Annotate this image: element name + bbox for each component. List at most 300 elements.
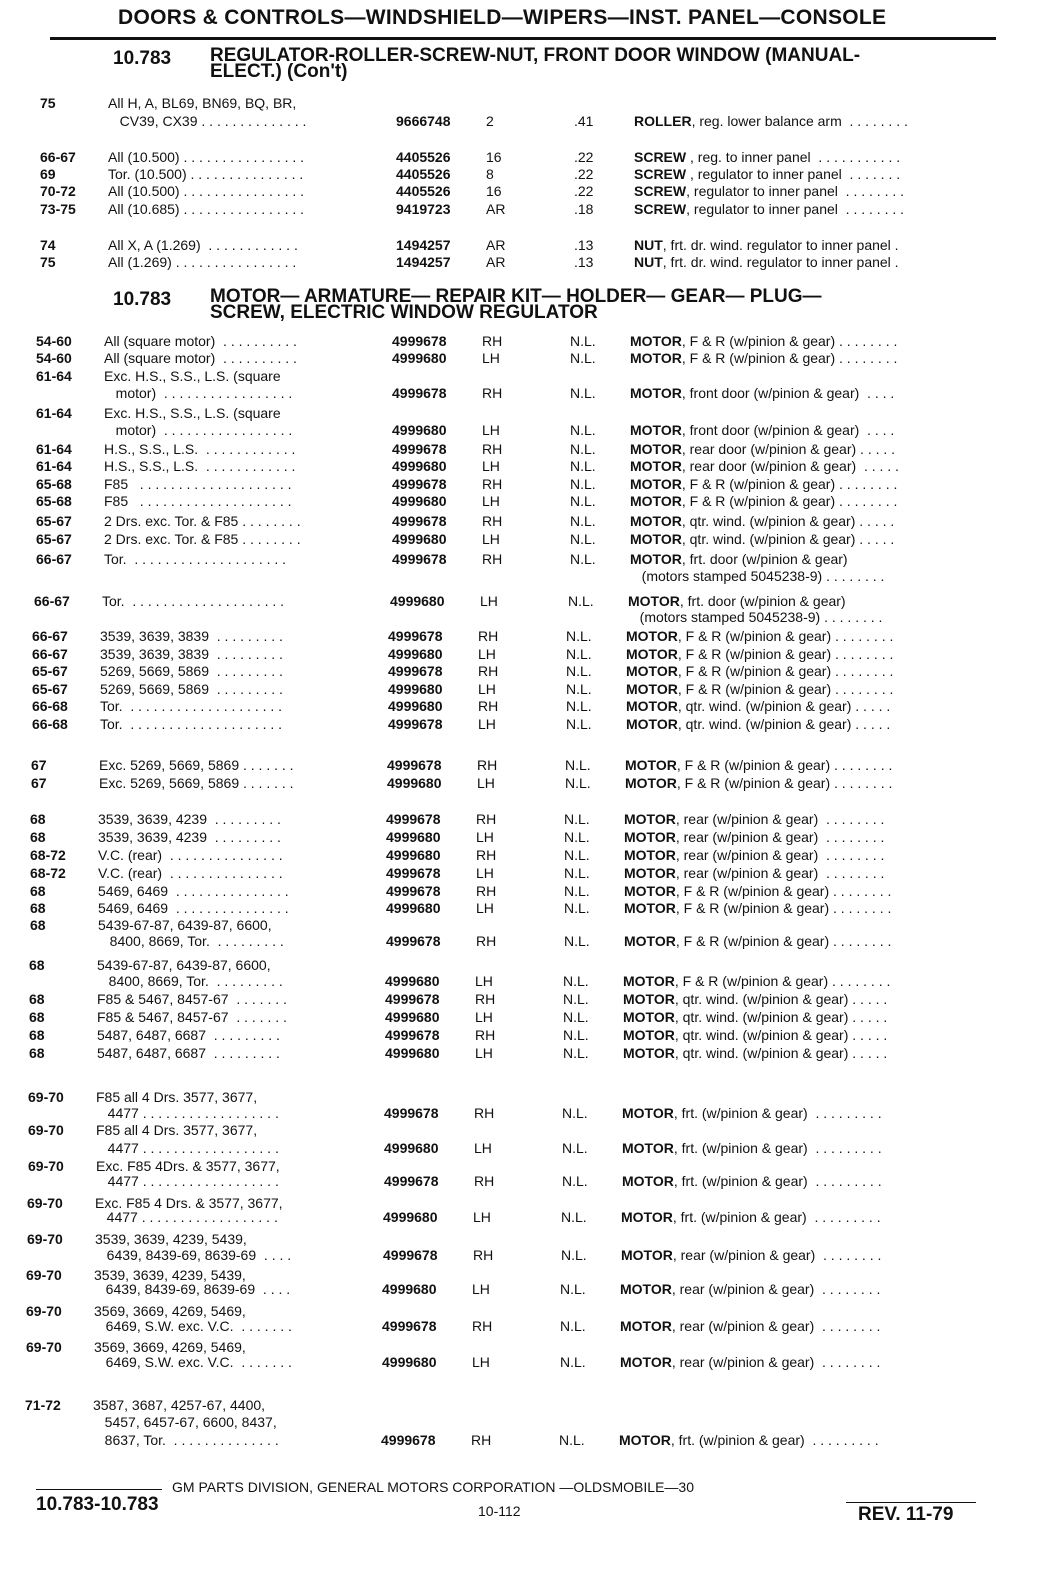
- quantity: RH: [476, 811, 497, 827]
- model-year: 66-67: [40, 149, 76, 165]
- item-name: MOTOR: [630, 333, 682, 349]
- quantity: RH: [478, 628, 499, 644]
- quantity: LH: [476, 829, 494, 845]
- price: N.L.: [564, 883, 590, 899]
- application: F85 all 4 Drs. 3577, 3677,: [96, 1089, 258, 1105]
- model-year: 67: [31, 775, 47, 791]
- part-number: 4999678: [392, 441, 447, 457]
- application: 6469, S.W. exc. V.C. . . . . . . .: [94, 1354, 292, 1370]
- quantity: RH: [476, 847, 497, 863]
- description: [634, 237, 994, 254]
- part-number: 4999680: [385, 973, 440, 989]
- application: All (10.500) . . . . . . . . . . . . . . . .: [108, 183, 305, 199]
- description: [623, 973, 983, 990]
- model-year: 75: [40, 254, 56, 270]
- price: N.L.: [562, 1140, 588, 1156]
- part-number: 4999680: [387, 775, 442, 791]
- application: Tor. . . . . . . . . . . . . . . . . . . . .: [104, 551, 287, 567]
- description: [623, 1045, 983, 1062]
- item-name: MOTOR: [624, 933, 676, 949]
- application: 3539, 3639, 3839 . . . . . . . . .: [100, 628, 283, 644]
- model-year: 73-75: [40, 201, 76, 217]
- part-number: 4999680: [385, 1009, 440, 1025]
- description: [624, 900, 984, 917]
- description: [630, 385, 990, 402]
- model-year: 69-70: [27, 1231, 63, 1247]
- quantity: RH: [477, 757, 498, 773]
- description: [622, 1173, 982, 1190]
- price: N.L.: [564, 847, 590, 863]
- part-number: 4999680: [386, 900, 441, 916]
- description: [630, 551, 990, 568]
- application: 5439-67-87, 6439-87, 6600,: [98, 917, 272, 933]
- application: 3539, 3639, 4239 . . . . . . . . .: [98, 829, 281, 845]
- price: N.L.: [562, 1105, 588, 1121]
- part-number: 4999678: [392, 476, 447, 492]
- quantity: LH: [474, 1140, 492, 1156]
- item-detail: , qtr. wind. (w/pinion & gear) . . . . .: [677, 716, 891, 732]
- price: N.L.: [563, 1027, 589, 1043]
- item-detail: , frt. (w/pinion & gear) . . . . . . . . .: [673, 1173, 882, 1189]
- model-year: 69-70: [27, 1195, 63, 1211]
- model-year: 69-70: [26, 1267, 62, 1283]
- application: 2 Drs. exc. Tor. & F85 . . . . . . . .: [104, 513, 301, 529]
- price: N.L.: [570, 458, 596, 474]
- quantity: LH: [472, 1281, 490, 1297]
- application: 6439, 8439-69, 8639-69 . . . .: [95, 1247, 292, 1263]
- part-number: 4999680: [382, 1354, 437, 1370]
- part-number: 4999680: [392, 458, 447, 474]
- quantity: LH: [477, 775, 495, 791]
- application: All (10.685) . . . . . . . . . . . . . . . .: [108, 201, 305, 217]
- section-title: [210, 286, 1000, 323]
- part-number: 4999678: [388, 663, 443, 679]
- item-detail: , frt. (w/pinion & gear) . . . . . . . . .: [672, 1209, 881, 1225]
- description: [634, 149, 994, 166]
- part-number: 4999680: [388, 681, 443, 697]
- quantity: LH: [475, 1045, 493, 1061]
- item-detail: , F & R (w/pinion & gear) . . . . . . . .: [677, 663, 894, 679]
- application: 6469, S.W. exc. V.C. . . . . . . .: [94, 1318, 292, 1334]
- description: [634, 254, 994, 271]
- part-number: 4405526: [396, 149, 451, 165]
- model-year: 65-67: [32, 663, 68, 679]
- item-name: MOTOR: [624, 829, 676, 845]
- item-name: MOTOR: [630, 551, 682, 567]
- quantity: 16: [486, 183, 502, 199]
- quantity: RH: [482, 476, 503, 492]
- description: [623, 1009, 983, 1026]
- item-detail: , regulator to inner panel . . . . . . .: [686, 166, 901, 182]
- model-year: 65-67: [32, 681, 68, 697]
- quantity: LH: [476, 900, 494, 916]
- footer-page-number: 10-112: [478, 1503, 521, 1519]
- price: N.L.: [564, 829, 590, 845]
- quantity: RH: [476, 933, 497, 949]
- part-number: 4999678: [381, 1432, 436, 1448]
- application: 3569, 3669, 4269, 5469,: [94, 1339, 246, 1355]
- item-detail: , reg. lower balance arm . . . . . . . .: [691, 113, 908, 129]
- item-name: MOTOR: [623, 1027, 675, 1043]
- footer-group-range: 10.783-10.783: [36, 1494, 159, 1515]
- model-year: 68: [30, 829, 46, 845]
- item-name: MOTOR: [619, 1432, 671, 1448]
- item-detail: , frt. dr. wind. regulator to inner panel .: [662, 254, 899, 270]
- model-year: 66-67: [32, 628, 68, 644]
- description: [634, 113, 994, 130]
- item-detail: , front door (w/pinion & gear) . . . .: [681, 422, 895, 438]
- application: 4477 . . . . . . . . . . . . . . . . . .: [96, 1105, 279, 1121]
- footer-rule-right: [846, 1502, 976, 1503]
- part-number: 4999680: [392, 422, 447, 438]
- application: 3587, 3687, 4257-67, 4400,: [93, 1397, 266, 1413]
- description: [620, 1354, 980, 1371]
- application: 5269, 5669, 5869 . . . . . . . . .: [100, 663, 283, 679]
- application: All X, A (1.269) . . . . . . . . . . . .: [108, 237, 298, 253]
- item-detail: , frt. dr. wind. regulator to inner panel .: [662, 237, 899, 253]
- item-name: MOTOR: [630, 385, 682, 401]
- item-detail: , qtr. wind. (w/pinion & gear) . . . . .: [677, 698, 891, 714]
- item-name: MOTOR: [630, 422, 682, 438]
- quantity: LH: [482, 493, 500, 509]
- item-detail: , frt. door (w/pinion & gear): [681, 551, 848, 567]
- quantity: LH: [475, 1009, 493, 1025]
- item-name: MOTOR: [630, 476, 682, 492]
- application: 4477 . . . . . . . . . . . . . . . . . .: [96, 1140, 279, 1156]
- item-detail: , rear (w/pinion & gear) . . . . . . . .: [675, 865, 885, 881]
- model-year: 54-60: [36, 333, 72, 349]
- part-number: 9666748: [396, 113, 451, 129]
- model-year: 68: [29, 1045, 45, 1061]
- footer-revision: REV. 11-79: [858, 1504, 954, 1525]
- application: Exc. H.S., S.S., L.S. (square: [104, 368, 281, 384]
- item-name: MOTOR: [623, 991, 675, 1007]
- application: 8400, 8669, Tor. . . . . . . . . .: [98, 933, 284, 949]
- item-name: MOTOR: [630, 441, 682, 457]
- header-rule: [50, 37, 996, 40]
- application: Exc. 5269, 5669, 5869 . . . . . . .: [99, 775, 294, 791]
- part-number: 4999678: [386, 883, 441, 899]
- application: motor) . . . . . . . . . . . . . . . . .: [104, 385, 293, 401]
- item-name: MOTOR: [622, 1105, 674, 1121]
- model-year: 68: [30, 917, 46, 933]
- price: N.L.: [566, 681, 592, 697]
- item-detail: , qtr. wind. (w/pinion & gear) . . . . .: [674, 1045, 888, 1061]
- application: F85 all 4 Drs. 3577, 3677,: [96, 1122, 258, 1138]
- description: [621, 1209, 981, 1226]
- application: 2 Drs. exc. Tor. & F85 . . . . . . . .: [104, 531, 301, 547]
- item-detail: , F & R (w/pinion & gear) . . . . . . . .: [681, 476, 898, 492]
- quantity: AR: [486, 201, 506, 217]
- price: N.L.: [564, 865, 590, 881]
- application: 5457, 6457-67, 6600, 8437,: [93, 1414, 277, 1430]
- application: Exc. F85 4Drs. & 3577, 3677,: [96, 1158, 280, 1174]
- model-year: 66-67: [34, 593, 70, 609]
- quantity: RH: [474, 1105, 495, 1121]
- quantity: 2: [486, 113, 494, 129]
- application: F85 . . . . . . . . . . . . . . . . . . . .: [104, 493, 292, 509]
- quantity: AR: [486, 237, 506, 253]
- quantity: RH: [473, 1247, 494, 1263]
- price: .41: [574, 113, 594, 129]
- item-name: MOTOR: [625, 757, 677, 773]
- application: 5269, 5669, 5869 . . . . . . . . .: [100, 681, 283, 697]
- application: All (square motor) . . . . . . . . . .: [104, 350, 297, 366]
- quantity: LH: [478, 646, 496, 662]
- item-detail: , F & R (w/pinion & gear) . . . . . . . .: [676, 757, 893, 773]
- application: 3539, 3639, 4239 . . . . . . . . .: [98, 811, 281, 827]
- model-year: 67: [31, 757, 47, 773]
- quantity: LH: [478, 716, 496, 732]
- item-detail: , rear door (w/pinion & gear) . . . . .: [681, 441, 896, 457]
- item-detail: , frt. (w/pinion & gear) . . . . . . . . .: [670, 1432, 879, 1448]
- price: N.L.: [568, 593, 594, 609]
- description: [624, 811, 984, 828]
- item-detail: , qtr. wind. (w/pinion & gear) . . . . .: [681, 513, 895, 529]
- part-number: 4999680: [388, 698, 443, 714]
- part-number: 4999678: [384, 1105, 439, 1121]
- price: .13: [574, 254, 594, 270]
- description: [625, 775, 985, 792]
- model-year: 66-68: [32, 716, 68, 732]
- description: [634, 183, 994, 200]
- application: F85 . . . . . . . . . . . . . . . . . . . .: [104, 476, 292, 492]
- quantity: LH: [480, 593, 498, 609]
- price: N.L.: [565, 775, 591, 791]
- item-name: MOTOR: [626, 681, 678, 697]
- application: 5439-67-87, 6439-87, 6600,: [97, 957, 271, 973]
- item-name: MOTOR: [626, 698, 678, 714]
- model-year: 68: [29, 991, 45, 1007]
- description: [620, 1281, 980, 1298]
- section-title: [210, 45, 1000, 82]
- model-year: 71-72: [25, 1397, 61, 1413]
- quantity: RH: [482, 441, 503, 457]
- quantity: 8: [486, 166, 494, 182]
- model-year: 68-72: [30, 847, 66, 863]
- quantity: LH: [475, 973, 493, 989]
- model-year: 70-72: [40, 183, 76, 199]
- price: N.L.: [570, 333, 596, 349]
- item-name: MOTOR: [626, 628, 678, 644]
- item-name: ROLLER: [634, 113, 692, 129]
- item-detail: , F & R (w/pinion & gear) . . . . . . . .: [674, 973, 891, 989]
- model-year: 65-68: [36, 476, 72, 492]
- item-name: MOTOR: [630, 493, 682, 509]
- price: N.L.: [560, 1281, 586, 1297]
- application: Tor. . . . . . . . . . . . . . . . . . . . .: [100, 698, 283, 714]
- item-name: MOTOR: [622, 1140, 674, 1156]
- quantity: RH: [475, 991, 496, 1007]
- description: [624, 865, 984, 882]
- application: motor) . . . . . . . . . . . . . . . . .: [104, 422, 293, 438]
- application: Exc. 5269, 5669, 5869 . . . . . . .: [99, 757, 294, 773]
- application: 5469, 6469 . . . . . . . . . . . . . . .: [98, 900, 289, 916]
- item-name: NUT: [634, 237, 663, 253]
- description: [623, 991, 983, 1008]
- price: N.L.: [563, 973, 589, 989]
- quantity: 16: [486, 149, 502, 165]
- item-name: MOTOR: [620, 1318, 672, 1334]
- section-title-line: REGULATOR-ROLLER-SCREW-NUT, FRONT DOOR WINDOW (MANUAL-: [210, 45, 861, 66]
- price: N.L.: [561, 1209, 587, 1225]
- model-year: 69-70: [26, 1303, 62, 1319]
- price: N.L.: [570, 476, 596, 492]
- part-number: 4999678: [392, 513, 447, 529]
- description: [634, 166, 994, 183]
- quantity: RH: [471, 1432, 492, 1448]
- item-detail: , F & R (w/pinion & gear) . . . . . . . .: [681, 350, 898, 366]
- item-detail: , F & R (w/pinion & gear) . . . . . . . .: [675, 883, 892, 899]
- item-name: MOTOR: [624, 811, 676, 827]
- part-number: 4999680: [392, 350, 447, 366]
- part-number: 4999678: [392, 385, 447, 401]
- application: All (square motor) . . . . . . . . . .: [104, 333, 297, 349]
- item-detail: , F & R (w/pinion & gear) . . . . . . . .: [681, 493, 898, 509]
- quantity: LH: [482, 350, 500, 366]
- item-detail: , rear (w/pinion & gear) . . . . . . . .: [675, 829, 885, 845]
- price: N.L.: [570, 531, 596, 547]
- price: N.L.: [564, 811, 590, 827]
- description: [634, 201, 994, 218]
- application: 3569, 3669, 4269, 5469,: [94, 1303, 246, 1319]
- model-year: 68: [30, 811, 46, 827]
- item-name: MOTOR: [620, 1281, 672, 1297]
- description: [624, 883, 984, 900]
- item-name: MOTOR: [625, 775, 677, 791]
- model-year: 61-64: [36, 458, 72, 474]
- description: [630, 458, 990, 475]
- item-detail: (motors stamped 5045238-9) . . . . . . . .: [630, 568, 885, 584]
- model-year: 61-64: [36, 441, 72, 457]
- description: [626, 681, 986, 698]
- item-detail: , reg. to inner panel . . . . . . . . . . .: [686, 149, 901, 165]
- application: 6439, 8439-69, 8639-69 . . . .: [94, 1281, 291, 1297]
- price: N.L.: [560, 1354, 586, 1370]
- model-year: 69-70: [26, 1339, 62, 1355]
- price: N.L.: [566, 698, 592, 714]
- item-name: MOTOR: [621, 1209, 673, 1225]
- item-detail: , F & R (w/pinion & gear) . . . . . . . .: [675, 900, 892, 916]
- part-number: 4999680: [392, 493, 447, 509]
- application: 8400, 8669, Tor. . . . . . . . . .: [97, 973, 283, 989]
- part-number: 4999680: [392, 531, 447, 547]
- price: N.L.: [570, 551, 596, 567]
- item-name: MOTOR: [623, 1045, 675, 1061]
- quantity: LH: [482, 531, 500, 547]
- quantity: RH: [474, 1173, 495, 1189]
- description: [624, 933, 984, 950]
- model-year: 69-70: [28, 1122, 64, 1138]
- model-year: 69-70: [28, 1089, 64, 1105]
- application: All (1.269) . . . . . . . . . . . . . . . .: [108, 254, 297, 270]
- quantity: RH: [478, 663, 499, 679]
- model-year: 68: [30, 883, 46, 899]
- quantity: AR: [486, 254, 506, 270]
- section-number: 10.783: [113, 289, 172, 310]
- part-number: 4405526: [396, 166, 451, 182]
- part-number: 4999680: [383, 1209, 438, 1225]
- part-number: 4999678: [392, 551, 447, 567]
- model-year: 69: [40, 166, 56, 182]
- item-name: MOTOR: [623, 973, 675, 989]
- description: [630, 513, 990, 530]
- item-detail: , rear (w/pinion & gear) . . . . . . . .: [671, 1354, 881, 1370]
- quantity: LH: [478, 681, 496, 697]
- price: N.L.: [561, 1247, 587, 1263]
- quantity: RH: [472, 1318, 493, 1334]
- item-detail: (motors stamped 5045238-9) . . . . . . . .: [628, 609, 883, 625]
- item-detail: , F & R (w/pinion & gear) . . . . . . . .: [681, 333, 898, 349]
- quantity: RH: [482, 513, 503, 529]
- description: [630, 531, 990, 548]
- price: N.L.: [566, 646, 592, 662]
- price: N.L.: [563, 991, 589, 1007]
- model-year: 68: [30, 900, 46, 916]
- item-detail: , rear (w/pinion & gear) . . . . . . . .: [671, 1318, 881, 1334]
- application: All H, A, BL69, BN69, BQ, BR,: [108, 95, 297, 111]
- part-number: 4999678: [385, 1027, 440, 1043]
- application: 4477 . . . . . . . . . . . . . . . . . .: [96, 1173, 279, 1189]
- part-number: 4999678: [382, 1318, 437, 1334]
- part-number: 4999678: [388, 628, 443, 644]
- application: V.C. (rear) . . . . . . . . . . . . . . .: [98, 847, 283, 863]
- item-detail: , regulator to inner panel . . . . . . . .: [686, 183, 905, 199]
- item-detail: , rear (w/pinion & gear) . . . . . . . .: [675, 811, 885, 827]
- model-year: 68: [29, 1027, 45, 1043]
- footer-rule-left: [36, 1489, 162, 1490]
- price: N.L.: [564, 933, 590, 949]
- item-name: MOTOR: [628, 593, 680, 609]
- description: [626, 628, 986, 645]
- price: .18: [574, 201, 594, 217]
- item-detail: , F & R (w/pinion & gear) . . . . . . . .: [677, 628, 894, 644]
- price: N.L.: [560, 1318, 586, 1334]
- application: Tor. . . . . . . . . . . . . . . . . . . . .: [102, 593, 285, 609]
- part-number: 4999678: [388, 716, 443, 732]
- model-year: 69-70: [28, 1158, 64, 1174]
- item-detail: , qtr. wind. (w/pinion & gear) . . . . .: [681, 531, 895, 547]
- description: [630, 493, 990, 510]
- item-name: NUT: [634, 254, 663, 270]
- part-number: 4999678: [384, 1173, 439, 1189]
- application: Tor. . . . . . . . . . . . . . . . . . . . .: [100, 716, 283, 732]
- model-year: 75: [40, 95, 56, 111]
- quantity: RH: [476, 883, 497, 899]
- item-name: MOTOR: [623, 1009, 675, 1025]
- application: H.S., S.S., L.S. . . . . . . . . . . . .: [104, 458, 296, 474]
- quantity: RH: [475, 1027, 496, 1043]
- model-year: 61-64: [36, 368, 72, 384]
- item-name: SCREW: [634, 183, 687, 199]
- price: N.L.: [570, 493, 596, 509]
- part-number: 4999678: [386, 933, 441, 949]
- item-name: SCREW: [634, 166, 687, 182]
- section-title-line: ELECT.) (Con't): [210, 61, 348, 82]
- description: [626, 663, 986, 680]
- item-name: MOTOR: [630, 458, 682, 474]
- application: Exc. F85 4 Drs. & 3577, 3677,: [95, 1195, 283, 1211]
- item-name: MOTOR: [626, 716, 678, 732]
- application: 5487, 6487, 6687 . . . . . . . . .: [97, 1027, 280, 1043]
- footer-division: GM PARTS DIVISION, GENERAL MOTORS CORPORATION —OLDSMOBILE—30: [172, 1479, 694, 1495]
- description: [630, 422, 990, 439]
- item-detail: , frt. (w/pinion & gear) . . . . . . . . .: [673, 1105, 882, 1121]
- item-name: SCREW: [634, 201, 687, 217]
- section-title-line: MOTOR— ARMATURE— REPAIR KIT— HOLDER— GEAR— PLUG—: [210, 286, 822, 307]
- part-number: 4999680: [382, 1281, 437, 1297]
- part-number: 1494257: [396, 237, 451, 253]
